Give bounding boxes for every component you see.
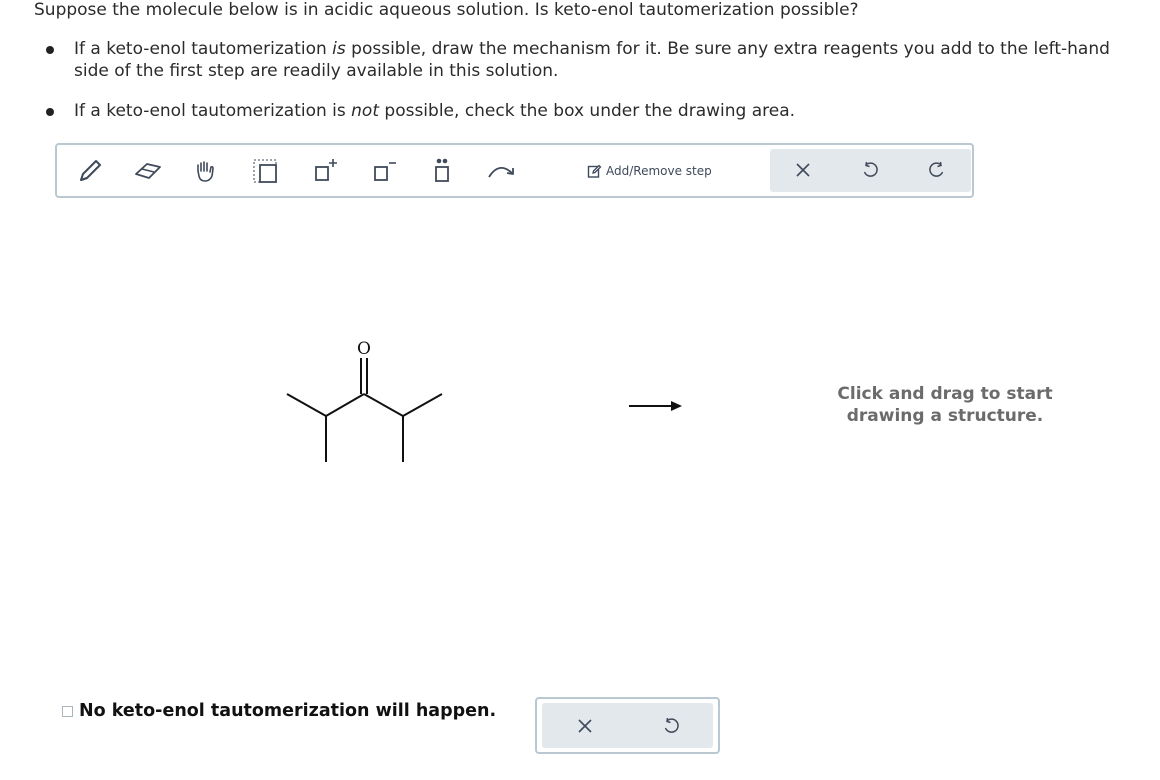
select-box-icon [251, 156, 281, 186]
add-remove-step-label: Add/Remove step [606, 164, 712, 178]
hand-tool-button[interactable] [188, 155, 224, 187]
undo-button[interactable] [852, 154, 888, 186]
reaction-arrow [629, 401, 682, 411]
pencil-icon [75, 156, 105, 186]
redo-icon [928, 161, 946, 179]
eraser-tool-button[interactable] [130, 155, 166, 187]
question-text: Suppose the molecule below is in acidic aqueous solution. Is keto-enol tautomerization possible? [34, 0, 859, 20]
positive-charge-icon [310, 156, 340, 186]
clear-answer-button[interactable] [567, 710, 603, 742]
instruction-not-possible: If a keto-enol tautomerization is not possible, check the box under the drawing area. [46, 100, 1146, 122]
select-tool-button[interactable] [248, 155, 284, 187]
add-remove-step-button[interactable] [587, 159, 712, 183]
hand-icon [191, 156, 221, 186]
no-reaction-checkbox[interactable] [62, 706, 73, 717]
instruction-list [46, 38, 1146, 140]
add-positive-charge-button[interactable] [307, 155, 343, 187]
close-icon [795, 162, 811, 178]
clear-button[interactable] [785, 154, 821, 186]
drawing-toolbar [55, 143, 974, 198]
toolbar-action-group [770, 149, 971, 192]
drawing-area[interactable] [55, 210, 974, 680]
answer-toolbar-group [542, 703, 713, 748]
instruction-possible: If a keto-enol tautomerization is possible, draw the mechanism for it. Be sure any extra reagents you add to the left-hand side of the first step are readily available in this solution. [46, 38, 1146, 82]
edit-icon [587, 164, 602, 179]
lone-pair-icon [427, 156, 457, 186]
undo-icon [662, 717, 680, 735]
no-reaction-label: No keto-enol tautomerization will happen. [79, 701, 497, 721]
curved-arrow-icon [485, 156, 519, 186]
negative-charge-icon [368, 156, 398, 186]
answer-toolbar [535, 697, 720, 754]
drawing-hint: Click and drag to start drawing a structure. [837, 384, 1053, 426]
add-lone-pair-button[interactable] [424, 155, 460, 187]
molecule-structure [55, 210, 974, 680]
no-reaction-option[interactable] [62, 700, 496, 722]
oxygen-atom-label: O [357, 339, 371, 359]
curved-arrow-tool-button[interactable] [484, 155, 520, 187]
undo-answer-button[interactable] [653, 710, 689, 742]
redo-button[interactable] [919, 154, 955, 186]
undo-icon [861, 161, 879, 179]
add-negative-charge-button[interactable] [365, 155, 401, 187]
close-icon [577, 718, 593, 734]
pencil-tool-button[interactable] [72, 155, 108, 187]
eraser-icon [133, 156, 163, 186]
molecule-bonds [287, 358, 442, 462]
